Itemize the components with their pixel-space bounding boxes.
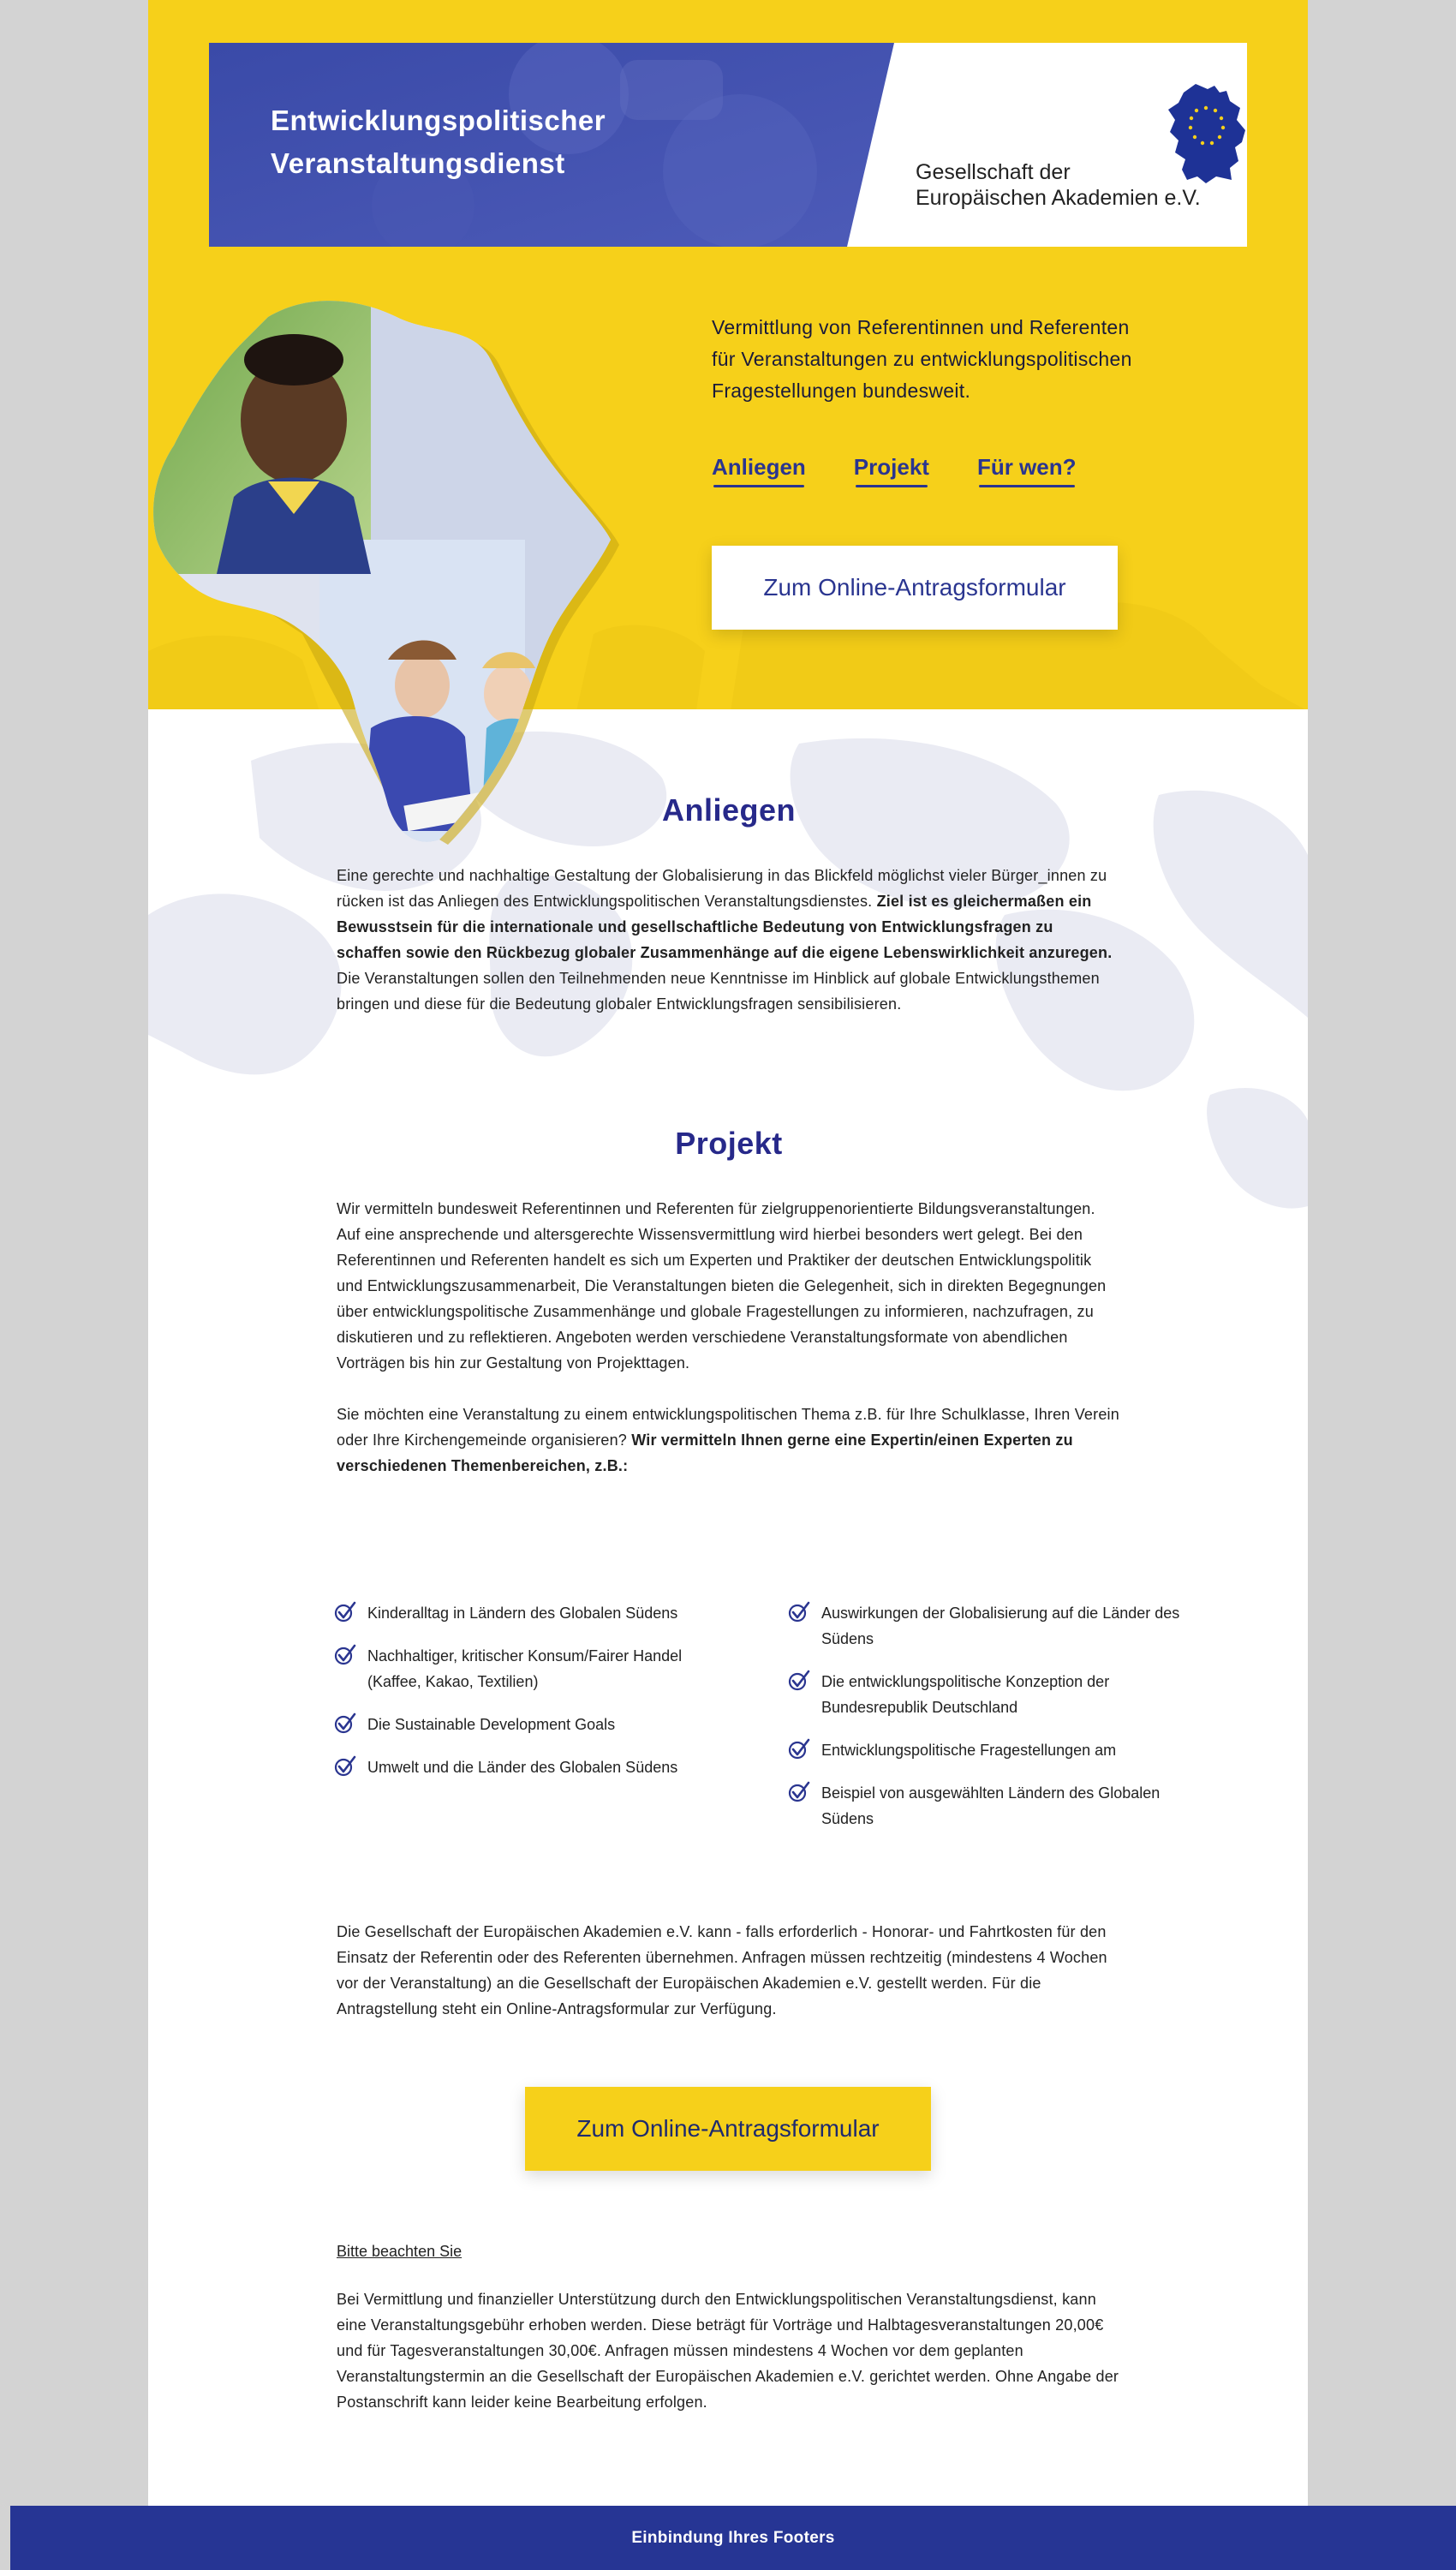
check-circle-icon xyxy=(333,1712,357,1736)
check-circle-icon xyxy=(333,1600,357,1624)
list-item-label: Entwicklungspolitische Fragestellungen am xyxy=(821,1742,1117,1759)
note-section xyxy=(337,2243,1121,2415)
list-item-label: Kinderalltag in Ländern des Globalen Südens xyxy=(367,1605,678,1622)
list-item-label: Beispiel von ausgewählten Ländern des Globalen Südens xyxy=(821,1784,1161,1827)
projekt-text-2-emphasis: Wir vermitteln Ihnen gerne eine Expertin/einen Experten zu verschiedenen Themenbereichen, z.B.: xyxy=(337,1431,1073,1474)
funding-info xyxy=(337,1919,1121,2022)
list-item xyxy=(787,1737,1181,1763)
topic-list-left xyxy=(333,1600,727,1797)
list-item xyxy=(333,1600,727,1626)
check-circle-icon xyxy=(787,1669,811,1693)
check-circle-icon xyxy=(787,1600,811,1624)
site-title xyxy=(271,99,606,185)
site-title-line2: Veranstaltungsdienst xyxy=(271,147,565,179)
org-name-line2: Europäischen Akademien e.V. xyxy=(916,186,1201,210)
note-text: Bei Vermittlung und finanzieller Unterstützung durch den Entwicklungspolitischen Veranstaltungsdienst, kann eine Veranstaltungsgebühr erhoben werden. Diese beträgt für Vorträge und Halbtagesveranstaltungen 20,00€ und für Tagesveranstaltungen 30,00€. Anfragen müssen mindestens 4 Wochen vor dem geplanten Veranstaltungstermin an die Gesellschaft der Europäischen Akademien e.V. gerichtet werden. Ohne Angabe der Postanschrift kann leider keine Bearbeitung erfolgen. xyxy=(337,2291,1119,2411)
check-circle-icon xyxy=(787,1737,811,1761)
note-title: Bitte beachten Sie xyxy=(337,2243,462,2260)
list-item xyxy=(787,1669,1181,1720)
list-item-label: Nachhaltiger, kritischer Konsum/Fairer Handel (Kaffee, Kakao, Textilien) xyxy=(367,1647,683,1690)
nav-link-projekt[interactable]: Projekt xyxy=(854,454,929,487)
hero-nav xyxy=(712,454,1077,487)
list-item-label: Auswirkungen der Globalisierung auf die Länder des Südens xyxy=(821,1605,1180,1647)
anliegen-text-intro: Eine gerechte und nachhaltige Gestaltung der Globalisierung in das Blickfeld möglichst vieler Bürger_innen zu rücken ist das Anliegen des Entwicklungspolitischen Veranstaltungsdienstes. xyxy=(337,867,1107,910)
site-title-line1: Entwicklungspolitischer xyxy=(271,105,606,136)
projekt-text-2 xyxy=(337,1402,1121,1479)
footer: Einbindung Ihres Footers xyxy=(10,2506,1456,2570)
projekt-text-2-question: Sie möchten eine Veranstaltung zu einem entwicklungspolitischen Thema z.B. für Ihre Schulklasse, Ihren Verein oder Ihre Kirchengemeinde organisieren? xyxy=(337,1406,1119,1449)
anliegen-text xyxy=(337,863,1121,1017)
section-title-projekt: Projekt xyxy=(675,1126,783,1161)
tagline-line3: Fragestellungen bundesweit. xyxy=(712,380,971,402)
list-item xyxy=(787,1600,1181,1652)
tagline-line1: Vermittlung von Referentinnen und Referenten xyxy=(712,316,1130,338)
anliegen-text-emphasis: Ziel ist es gleichermaßen ein Bewusstsein für die internationale und gesellschaftliche Bedeutung von Entwicklungsfragen zu schaffen sowie den Rückbezug globaler Zusammenhänge auf die eigene Lebenswirklichkeit anzuregen. xyxy=(337,893,1113,961)
anliegen-text-outro: Die Veranstaltungen sollen den Teilnehmenden neue Kenntnisse im Hinblick auf globale Entwicklungsthemen bringen und diese für die Bedeutung globaler Entwicklungsfragen sensibilisieren. xyxy=(337,970,1100,1013)
topic-list-right xyxy=(787,1600,1181,1849)
list-item-label: Die Sustainable Development Goals xyxy=(367,1716,616,1733)
list-item xyxy=(787,1780,1181,1832)
check-circle-icon xyxy=(787,1780,811,1804)
list-item-label: Umwelt und die Länder des Globalen Südens xyxy=(367,1759,678,1776)
projekt-text-1: Wir vermitteln bundesweit Referentinnen und Referenten für zielgruppenorientierte Bildungsveranstaltungen. Auf eine ansprechende und altersgerechte Wissensvermittlung wird hierbei besonders wert gelegt. Bei den Referentinnen und Referenten handelt es sich um Experten und Praktiker der deutschen Entwicklungspolitik und Entwicklungszusammenarbeit, Die Veranstaltungen bieten die Gelegenheit, sich in direkten Begegnungen über entwicklungspolitische Zusammenhänge und globale Fragestellungen zu informieren, nachzufragen, zu diskutieren und zu reflektieren. Angeboten werden verschiedene Veranstaltungsformate von abendlichen Vorträgen bis hin zur Gestaltung von Projekttagen. xyxy=(337,1200,1107,1372)
projekt-section xyxy=(337,1126,1121,1479)
nav-link-fuer-wen[interactable]: Für wen? xyxy=(977,454,1077,487)
org-name-line1: Gesellschaft der xyxy=(916,160,1071,184)
funding-text: Die Gesellschaft der Europäischen Akademien e.V. kann - falls erforderlich - Honorar- und Fahrtkosten für den Einsatz der Referentin oder des Referenten übernehmen. Anfragen müssen rechtzeitig (mindestens 4 Wochen vor der Veranstaltung) an die Gesellschaft der Europäischen Akademien e.V. gestellt werden. Für die Antragstellung steht ein Online-Antragsformular zur Verfügung. xyxy=(337,1923,1107,2017)
list-item xyxy=(333,1712,727,1737)
check-circle-icon xyxy=(333,1754,357,1778)
tagline-line2: für Veranstaltungen zu entwicklungspolitischen xyxy=(712,348,1132,370)
hero-tagline xyxy=(712,312,1226,407)
section-title-anliegen: Anliegen xyxy=(661,792,796,828)
org-name xyxy=(916,159,1201,211)
online-form-button-bottom[interactable]: Zum Online-Antragsformular xyxy=(525,2087,931,2171)
nav-link-anliegen[interactable]: Anliegen xyxy=(712,454,806,487)
list-item xyxy=(333,1643,727,1694)
list-item-label: Die entwicklungspolitische Konzeption der Bundesrepublik Deutschland xyxy=(821,1673,1110,1716)
header-banner xyxy=(209,43,1247,247)
list-item xyxy=(333,1754,727,1780)
check-circle-icon xyxy=(333,1643,357,1667)
page xyxy=(148,0,1308,2506)
africa-photo-collage xyxy=(148,283,628,848)
online-form-button-top[interactable]: Zum Online-Antragsformular xyxy=(712,546,1118,630)
